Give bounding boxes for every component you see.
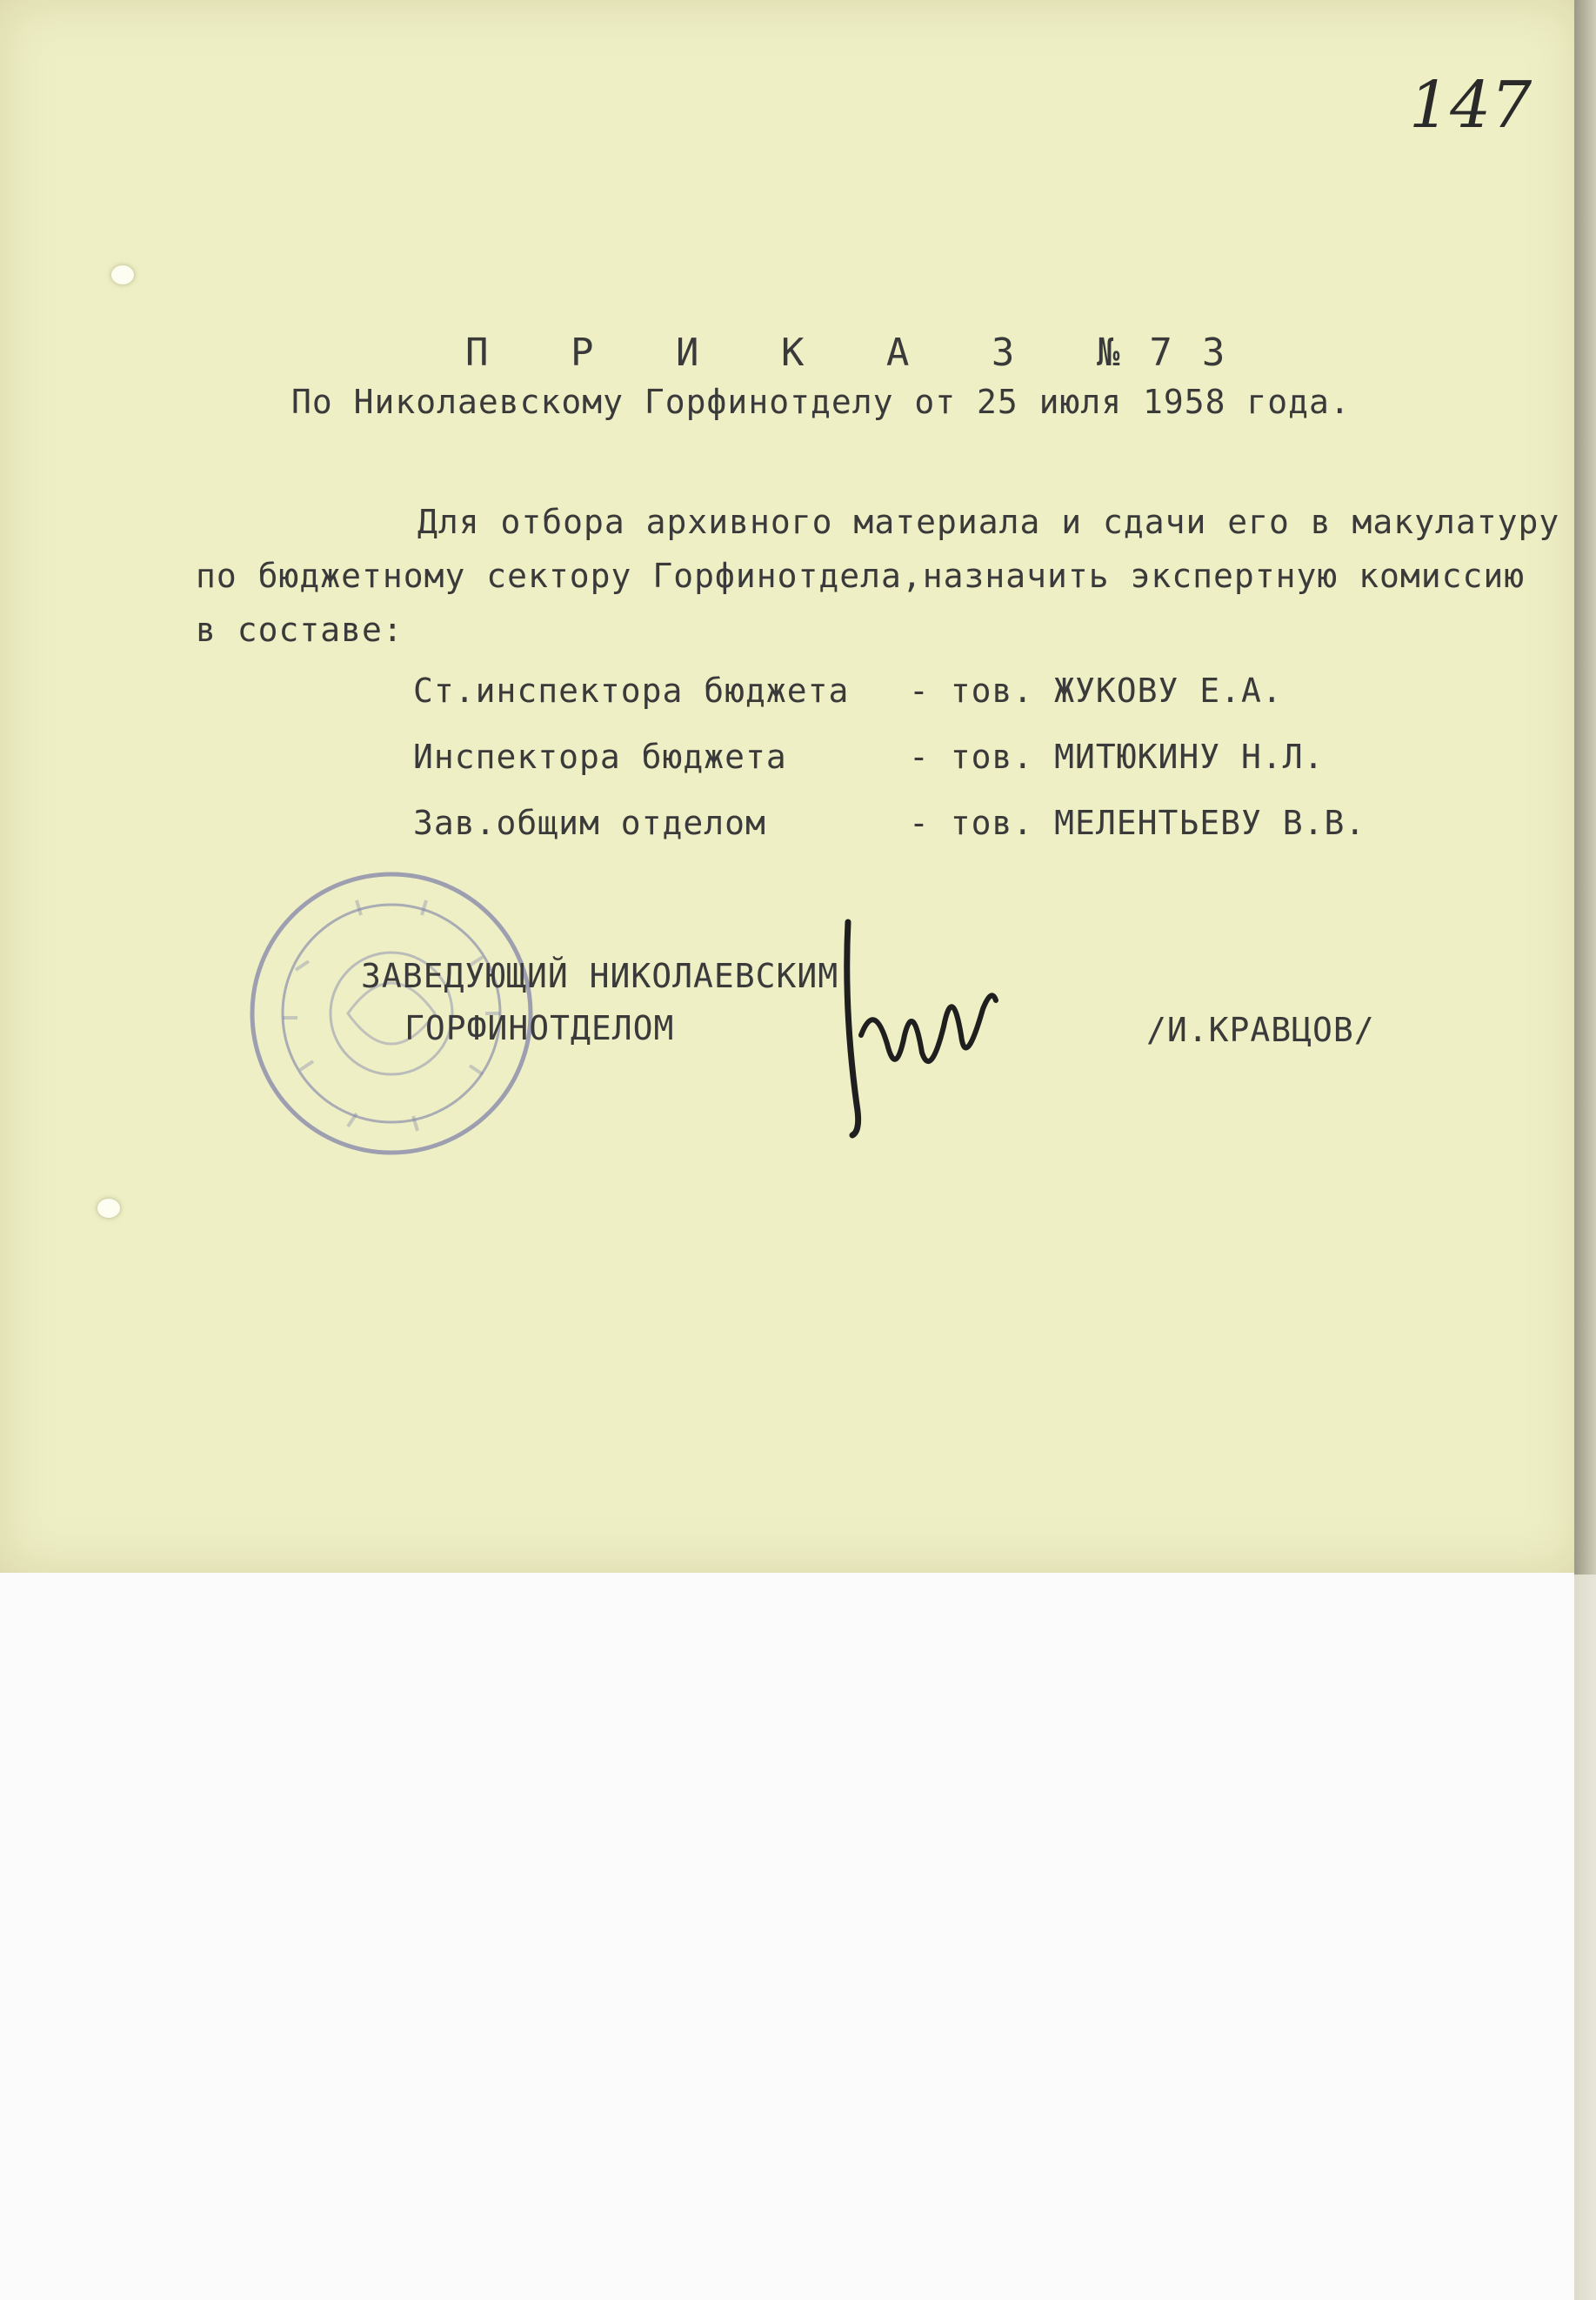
member-position-3: Зав.общим отделом [413,804,766,842]
order-title: П Р И К А З №73 [465,331,1255,375]
body-line-3: в составе: [196,611,404,649]
body-line-2: по бюджетному сектору Горфинотдела,назначить экспертную комиссию [196,557,1526,595]
member-position-2: Инспектора бюджета [413,738,787,776]
member-name-1: - тов. ЖУКОВУ Е.А. [909,672,1283,710]
order-subtitle: По Николаевскому Горфинотделу от 25 июля 1958 года. [291,383,1351,421]
signatory-title-line2: ГОРФИНОТДЕЛОМ [404,1009,675,1047]
member-name-3: - тов. МЕЛЕНТЬЕВУ В.В. [909,804,1366,842]
punch-hole-top [111,265,134,284]
signatory-title-line1: ЗАВЕДУЮЩИЙ НИКОЛАЕВСКИМ [361,957,839,995]
punch-hole-bottom [97,1199,120,1218]
member-name-2: - тов. МИТЮКИНУ Н.Л. [909,738,1325,776]
body-line-1: Для отбора архивного материала и сдачи его в макулатуру [417,503,1560,541]
member-position-1: Ст.инспектора бюджета [413,672,850,710]
blank-backing-sheet [0,1573,1574,2300]
archive-page-number: 147 [1409,68,1533,143]
handwritten-signature [809,905,1035,1148]
page-edge-shadow [1574,0,1596,1575]
signatory-name: /И.КРАВЦОВ/ [1146,1011,1375,1049]
